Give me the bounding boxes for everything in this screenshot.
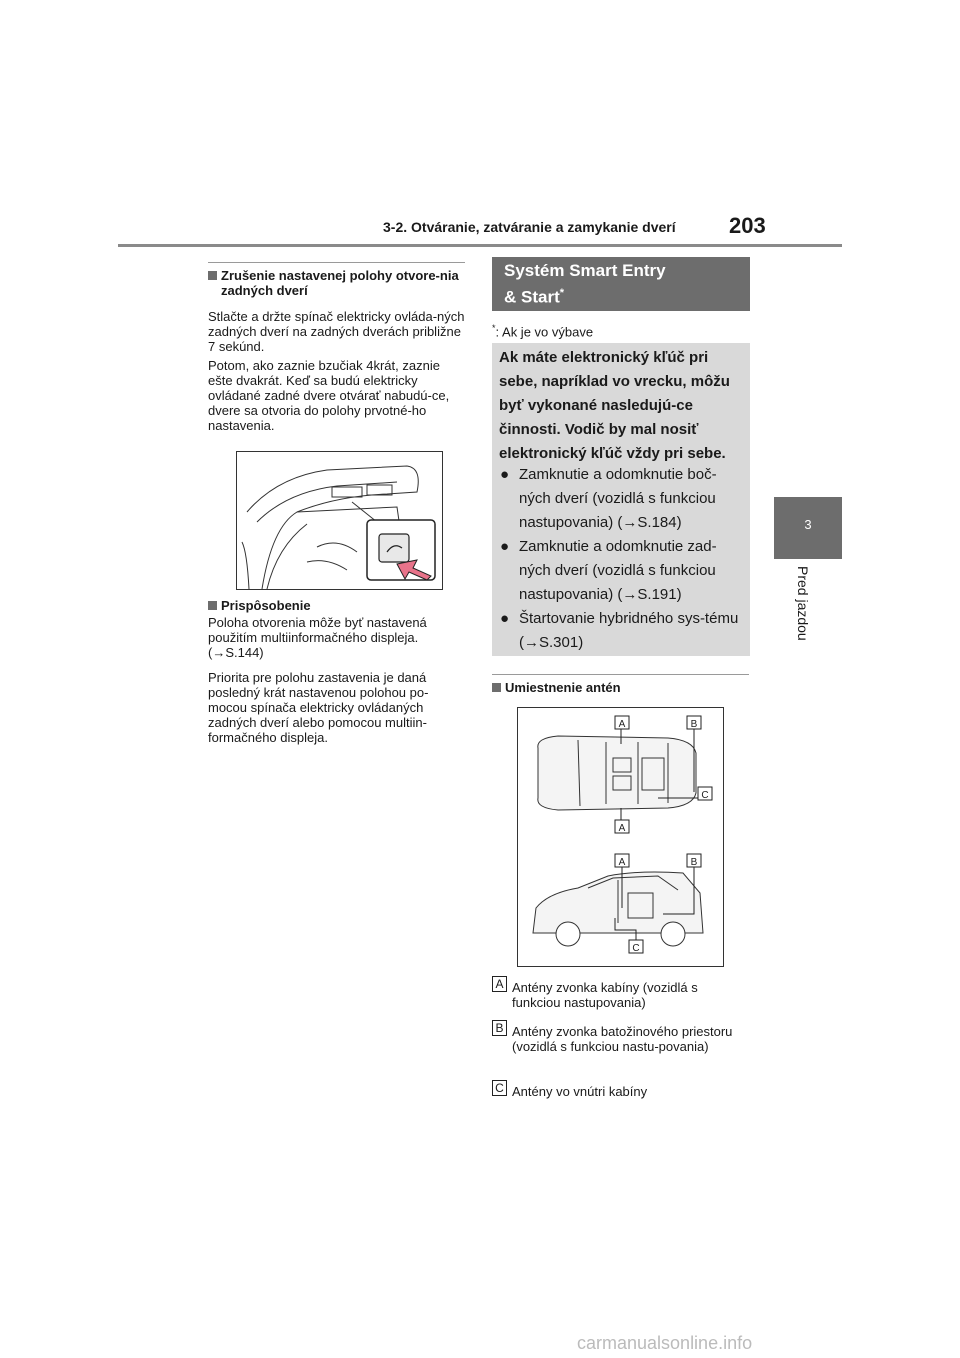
chapter-label: Pred jazdou <box>795 566 811 641</box>
section-divider <box>492 674 749 675</box>
page-number: 203 <box>729 213 766 238</box>
chapter-number: 3 <box>804 517 812 532</box>
watermark: carmanualsonline.info <box>577 1333 753 1353</box>
tailgate-switch-illustration <box>236 451 443 590</box>
label-a: A <box>618 823 626 834</box>
label-a: A <box>618 719 626 730</box>
list-item-text: Zamknutie a odomknutie zad-ných dverí (vozidlá s funkciou nastupovania) (→S.191) <box>519 538 717 603</box>
list-item-text: Štartovanie hybridného sys-tému (→S.301) <box>519 610 739 651</box>
bullet-dot-icon: ● <box>500 466 510 483</box>
bullet-dot-icon: ● <box>500 538 510 555</box>
paragraph: Stlačte a držte spínač elektricky ovláda-ných zadných dverí na zadných dverách približne 7 sekúnd. <box>208 309 465 354</box>
footnote-marker: * <box>492 323 496 333</box>
paragraph: Potom, ako zaznie bzučiak 4krát, zaznie ešte dvakrát. Keď sa budú elektricky ovládané zadné dvere otvárať nabudú-ce, dvere sa otvoria do polohy prvotné-ho nastavenia. <box>208 358 450 433</box>
heading-cancel-position <box>208 268 466 298</box>
label-c: C <box>701 790 709 801</box>
legend-letter-c: C <box>492 1080 507 1096</box>
square-bullet-icon <box>208 271 217 280</box>
footnote <box>492 323 593 339</box>
heading-antenna-location <box>492 680 750 695</box>
legend-text: Antény vo vnútri kabíny <box>512 1084 648 1099</box>
title-line-1: Systém Smart Entry <box>504 261 666 280</box>
antenna-location-diagram <box>517 707 724 967</box>
list-item-text: Zamknutie a odomknutie boč-ných dverí (vozidlá s funkciou nastupovania) (→S.184) <box>519 466 717 531</box>
footnote-text: : Ak je vo výbave <box>495 324 594 340</box>
heading-text: Umiestnenie antén <box>505 680 621 695</box>
footnote-marker: * <box>559 287 565 299</box>
label-c: C <box>632 943 640 954</box>
heading-text: Zrušenie nastavenej polohy otvore-nia zadných dverí <box>221 268 459 298</box>
square-bullet-icon <box>492 683 501 692</box>
label-a: A <box>618 857 626 868</box>
bullet-dot-icon: ● <box>500 610 510 627</box>
heading-customization <box>208 598 466 613</box>
section-divider <box>208 262 465 263</box>
legend-text: Antény zvonka kabíny (vozidlá s funkciou nastupovania) <box>512 980 698 1010</box>
header-divider <box>118 244 842 247</box>
heading-text: Prispôsobenie <box>221 598 311 613</box>
legend-text: Antény zvonka batožinového priestoru (vozidlá s funkciou nastu-povania) <box>512 1024 733 1054</box>
legend-letter-b: B <box>492 1020 507 1036</box>
paragraph: Priorita pre polohu zastavenia je daná posledný krát nastavenou polohou po-mocou spínača elektricky ovládaných zadných dverí alebo pomocou multiin-formačného displeja. <box>208 670 429 745</box>
label-b: B <box>690 857 698 868</box>
legend-letter-a: A <box>492 976 507 992</box>
info-summary: Ak máte elektronický kľúč pri sebe, napríklad vo vrecku, môžu byť vykonané nasledujú-ce činnosti. Vodič by mal nosiť elektronický kľúč vždy pri sebe. <box>499 349 730 462</box>
square-bullet-icon <box>208 601 217 610</box>
section-title: 3-2. Otváranie, zatváranie a zamykanie dverí <box>383 219 676 235</box>
paragraph: Poloha otvorenia môže byť nastavená použitím multiinformačného displeja. (→S.144) <box>208 615 427 660</box>
title-line-2: & Start* <box>504 287 565 307</box>
label-b: B <box>690 719 698 730</box>
section-title-smart-entry <box>492 257 750 311</box>
